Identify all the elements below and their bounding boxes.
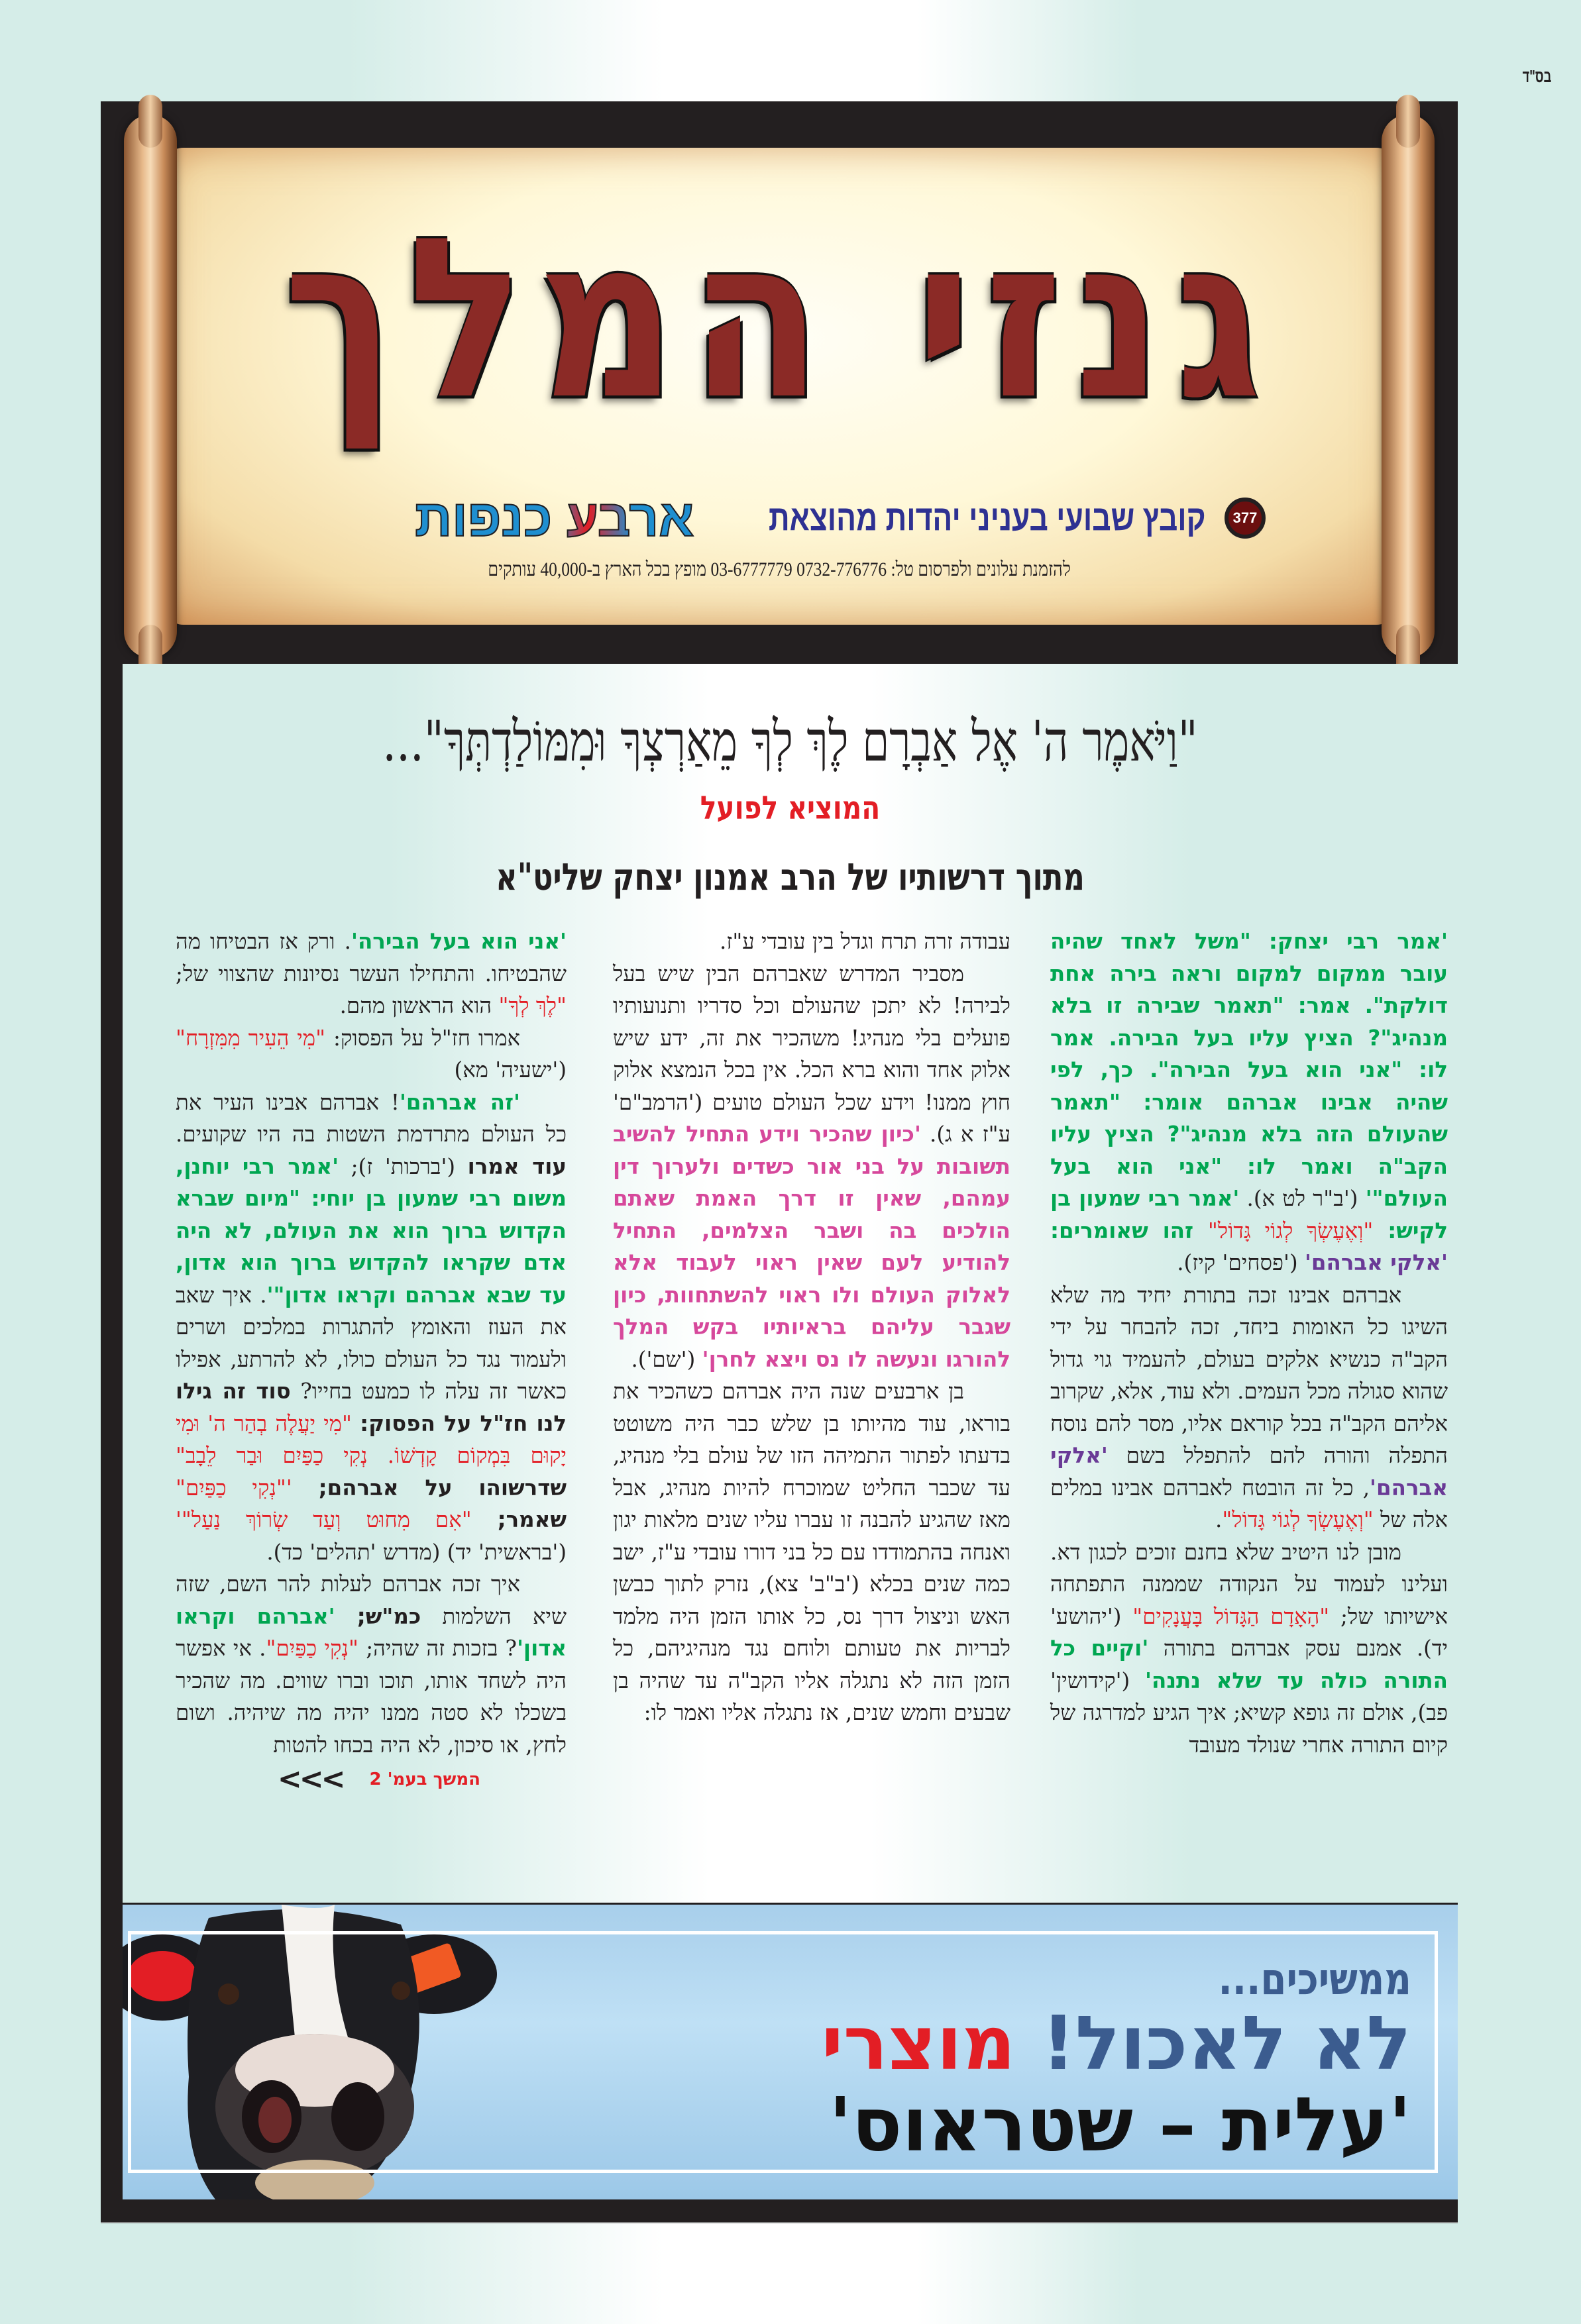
bsd-header: בס"ד — [1522, 66, 1551, 86]
body-text: . — [1215, 1507, 1223, 1532]
newsletter-title: גנזי המלך — [284, 191, 1275, 449]
bold-text: סוד זה גילו לנו חז"ל על הפסוק: — [176, 1379, 567, 1436]
article-byline: מתוך דרשותיו של הרב אמנון יצחק שליט"א — [496, 856, 1085, 899]
ad-brand-names: 'עלית – שטראוס' — [829, 2082, 1411, 2168]
article-kicker: המוציא לפועל — [700, 790, 881, 827]
continued-label: המשך בעמ' 2 — [369, 1769, 480, 1789]
body-text: אמרו חז"ל על הפסוק: — [325, 1025, 520, 1051]
quote-rsbl-intro: 'אמר רבי שמעון בן לקיש: — [1050, 1186, 1448, 1243]
verse-quote: "מִי הֵעִיר מִמִּזְרָח" — [176, 1025, 326, 1051]
body-text: . אי אפשר היה לשחד אותו, תוכו וברו שווים. מה שהכיר בשכלו לא סטה ממנו יהיה מה שיהיה. ושום לחץ, או סיכון, לא היה בכחו להטות — [176, 1636, 567, 1758]
body-text: . ורק אז הבטיחו מה שהבטיחו. והתחילו העשר נסיונות שהצווי של; — [176, 929, 567, 986]
quote-midrash-birah: 'אמר רבי יצחק: "משל לאחד שהיה עובר ממקום למקום וראה בירה אחת דולקת". אמר: "תאמר שבירה זו בלא מנהיג"? הציץ עליו בעל הבירה. אמר לו: "אני הוא בעל הבירה". כך, לפי שהיה אבינו אברהם אומר: "תאמר שהעולם הזה בלא מנהיג"? הציץ עליו הקב"ה ואמר לו: "אני הוא בעל העולם"' — [1050, 929, 1448, 1211]
continue-arrows-icon: <<< — [277, 1762, 343, 1796]
body-text: הוא הראשון מהם. — [339, 993, 499, 1018]
verse-quote: "מִי יַעֲלֶה בְהַר ה' וּמִי יָקוּם בִּמְקוֹם קָדְשׁוֹ. נְקִי כַפַּיִם וּבַר לֵבָב" — [176, 1410, 567, 1468]
article-columns — [123, 925, 1458, 1899]
quote-baal-habirah: 'אני הוא בעל הבירה' — [351, 929, 567, 954]
quote-ze-avraham: 'זה אברהם' — [399, 1089, 520, 1115]
contact-line: להזמנת עלונים ולפרסום טל: 0732-776776 03-6777779 מופץ בכל הארץ ב-40,000 עותקים — [488, 558, 1071, 580]
source-ref: ('שם'). — [631, 1346, 702, 1372]
quote-kiddushin: 'וקיים כל התורה כולה עד שלא נתנה' — [1050, 1636, 1448, 1693]
article-headline: "וַיֹּאמֶר ה' אֶל אַבְרָם לֶךְ לְךָ מֵאַרְצְךָ וּמִמּוֹלַדְתְּךָ"... — [382, 709, 1198, 774]
highlight-elokei-avraham: 'אלקי אברהם' — [1050, 1443, 1448, 1501]
source-ref: ('ישעיה' מא) — [454, 1057, 567, 1083]
bold-text: שאמר; — [471, 1507, 567, 1532]
quote-berachot: 'אמר רבי יוחנן, משום רבי שמעון בן יוחי: "מיום שברא הקדוש ברוך הוא את העולם, לא היה אדם שקראו להקדוש ברוך הוא אדון, עד שבא אברהם וקראו אדון"' — [176, 1153, 567, 1308]
body-text: ('קידושין' פב), אולם זה גופא קשיא; איך הגיע למדרגה של קיום התורה אחרי שנולד מעובד — [1050, 1667, 1448, 1758]
verse-quote: "וְאֶעֶשְׂךָ לְגוֹי גָּדוֹל" — [1207, 1218, 1374, 1243]
body-text: מסביר המדרש שאברהם הבין שיש בעל לבירה! לא יתכן שהעולם וכל סדריו ותנועותיו פועלים בלי מנהיג! משהכיר את זה, ידע שיש אלוק אחד והוא ברא הכל. אין בכל הנמצא אלוק חוץ ממנו! וידע שכל העולם טועים ('הרמב"ם' ע"ז א ג). — [613, 961, 1010, 1147]
article-column-3 — [176, 925, 567, 1796]
source-ref: ('פסחים' קיז). — [1177, 1250, 1305, 1275]
body-text: , כל זה הובטח לאברהם אבינו במלים אלה של — [1050, 1475, 1448, 1532]
publisher-logo: ארבע כנפות — [415, 489, 694, 547]
quote-rsbl-mid: זהו שאומרים: — [1050, 1218, 1208, 1243]
verse-quote: "לֶךְ לְךָ" — [498, 993, 567, 1018]
ad-products: מוצרי — [821, 2001, 1016, 2087]
ad-banner[interactable] — [123, 1905, 1458, 2199]
body-text: ('יהושע' יד). אמנם עסק אברהם בתורה — [1050, 1603, 1448, 1661]
body-text: ('ברכות' ז); — [339, 1153, 468, 1179]
source-ref: ('בראשית' יד) (מדרש 'תהלים' כד). — [266, 1539, 567, 1565]
verse-quote: "וְאֶעֶשְׂךָ לְגוֹי גָּדוֹל" — [1222, 1507, 1374, 1532]
body-text: . איך שאב את העוז והאומץ להתגרות במלכים ושרים ולעמוד נגד כל העולם כולו, לא להרתע, אפילו כאשר זה עלה לו כמעט בחייו? — [176, 1282, 567, 1404]
quote-rambam: 'כיון שהכיר וידע התחיל להשיב תשובות על בני אור כשדים ולערוך דין עמהם, שאין זו דרך האמת שאתם הולכים בה ושבר הצלמים, התחיל להודיע לעם שאין ראוי לעבוד אלא לאלוק העולם ולו ראוי להשתחוות, כיון שגבר עליהם בראיותיו בקש המלך להורגו ונעשה לו נס ויצא לחרן' — [613, 1122, 1010, 1372]
body-text: ! אברהם אבינו העיר את כל העולם מתרדמת השטות בה היו שקועים. — [176, 1089, 567, 1147]
source-ref: ('ב"ר לט א). — [1239, 1186, 1366, 1211]
body-text: מובן לנו היטיב שלא בחנם זוכים לכגון דא. ועלינו לעמוד על הנקודה שממנה התפתחה אישיותו של; — [1050, 1539, 1448, 1629]
issue-number-badge: 377 — [1225, 498, 1266, 539]
body-text: אברהם אבינו זכה בתורת יחיד מה שלא השיגו כל האומות ביחד, זכה להבחר על ידי הקב"ה כנשיא אלקים בעולם, להעמיד גוי גדול שהוא סגולה מכל העמים. ולא עוד, אלא, שקרוב אליהם הקב"ה בכל קוראם אליו, מסר להם נוסח התפלה והורה להם להתפלל בשם — [1050, 1282, 1448, 1468]
bold-text: עוד אמרו — [467, 1153, 567, 1179]
body-text: ? בזכות זה שהיה; — [358, 1636, 517, 1661]
body-text: איך זכה אברהם לעלות להר השם, שזה שיא השלמות — [176, 1571, 567, 1629]
verse-quote: "הָאָדָם הַגָּדוֹל בָּעֲנָקִים" — [1132, 1603, 1330, 1629]
ad-dont-eat: לא לאכול! — [1041, 2001, 1411, 2087]
highlight-elokei-avraham: 'אלקי אברהם' — [1304, 1250, 1448, 1275]
article-column-1 — [1050, 925, 1448, 1761]
verse-quote: "נְקִי כַפַּיִם" — [266, 1636, 358, 1661]
masthead — [101, 101, 1458, 664]
ad-copy — [550, 1954, 1411, 2168]
ad-line-dont-eat — [550, 2001, 1411, 2087]
article-area — [123, 664, 1458, 1903]
tagline: קובץ שבועי בעניני יהדות מהוצאת — [769, 498, 1206, 538]
ad-line-continuing: ממשיכים... — [1218, 1954, 1411, 2005]
continued-on-page-link[interactable] — [176, 1764, 567, 1796]
bold-text: שדרשוהו על אברהם; — [292, 1475, 567, 1501]
tagline-row — [415, 489, 1266, 547]
bold-text: כמ"ש; — [356, 1603, 421, 1629]
body-text: עבודה זרה תרח וגדל בין עובדי ע"ז. — [719, 929, 1010, 954]
article-column-2 — [613, 925, 1010, 1729]
verse-quote: '"נְקִי כַפַּיִם" — [176, 1475, 292, 1501]
quote-avraham-adon: 'אברהם וקראו אדון' — [176, 1603, 567, 1661]
body-text: בן ארבעים שנה היה אברהם כשהכיר את בוראו, עוד מהיותו בן שלש כבר היה משוטט בדעתו לפתור התמיהה הזו של עולם בלי מנהיג, עד שכבר החליט שמוכרח להיות מנהיג, אבל מאז שהגיע להבנה זו עברו עליו שנים מלאות יגון ואנחה בהתמודדו עם כל בני דורו עובדי ע"ז, ישב כמה שנים בכלא ('ב"ב' צא), נזרק לתוך כבשן האש וניצול דרך נס, כל אותו הזמן היה מלמד לבריות את טעותם ולוחם נגד מנהיגיהם, כל הזמן הזה לא נתגלה אליו הקב"ה עד שהיה בן שבעים וחמש שנים, אז נתגלה אליו ואמר לו: — [613, 1379, 1010, 1725]
verse-quote: "אִם מִחוּט וְעַד שְׂרוֹךְ נַעַל"' — [176, 1507, 472, 1532]
